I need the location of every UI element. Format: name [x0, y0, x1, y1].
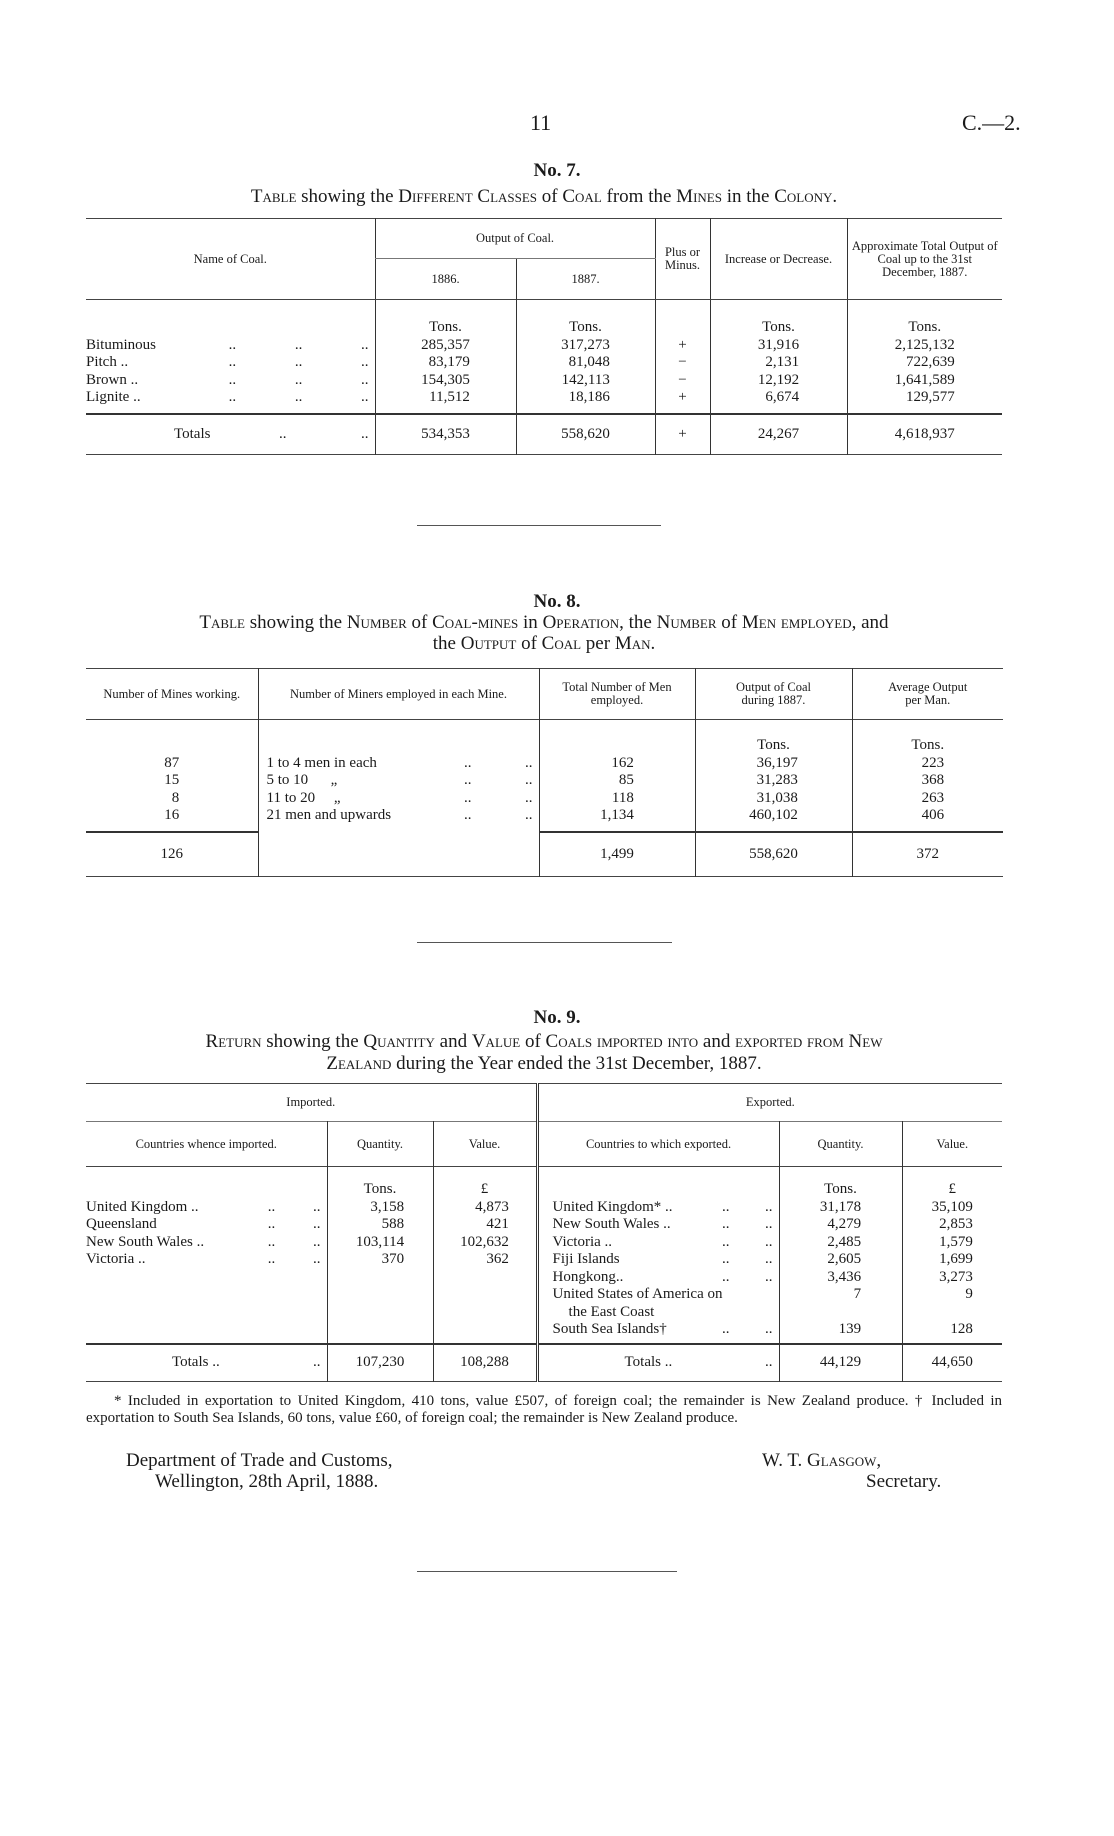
cell-total: 2,125,132 [894, 336, 955, 353]
footnotes: * Included in exportation to United Kingdom, 410 tons, value £507, of foreign coal; the remainder is New Zealand produce. † Included in exportation to South Sea Islands, 60 tons, value £60, of foreign coal; the remainder is New Zealand produce. [86, 1393, 1002, 1426]
dot-leader: .. [722, 1321, 730, 1337]
header-export-quantity: Quantity. [779, 1122, 902, 1167]
row-label: Bituminous [86, 336, 157, 353]
title-segment: Value [471, 1031, 521, 1052]
blank-line [600, 737, 634, 755]
export-country: United States of America on [552, 1286, 723, 1302]
cell-o1886: 154,305 [421, 371, 470, 388]
dot-leader: .. [267, 1198, 276, 1215]
title-segment: Mines [676, 186, 722, 207]
table-8-title-line2 [86, 633, 1002, 654]
row-label: United Kingdom .. [86, 1198, 199, 1215]
title-segment: Operation [542, 612, 620, 633]
cell-o1887: 142,113 [561, 371, 610, 388]
row-label: Pitch .. [86, 354, 129, 370]
cell-sign: + [678, 336, 687, 353]
export-country [553, 1199, 779, 1217]
dot-leader: .. [313, 1216, 321, 1232]
coal-class-name [86, 337, 375, 355]
row-label: Fiji Islands [552, 1251, 620, 1267]
unit-label: Tons. [363, 1181, 397, 1197]
dot-leader: .. [722, 1216, 730, 1232]
dot-leader: .. [525, 772, 533, 788]
cell-quantity: 4,279 [827, 1216, 862, 1232]
table-8-mines-men-output [86, 668, 1003, 877]
table-7-heading: No. 7. [533, 160, 581, 181]
import-totals-label: Totals .. [172, 1354, 220, 1370]
row-label: 11 to 20 „ [266, 789, 341, 806]
import-country [86, 1216, 327, 1234]
cell-o1886: 83,179 [428, 354, 470, 370]
row-label: New South Wales .. [86, 1233, 205, 1250]
total-change: 24,267 [757, 425, 800, 442]
table-7-coal-classes [86, 218, 1002, 455]
cell-quantity: 370 [381, 1251, 405, 1267]
dot-leader: .. [267, 1233, 276, 1250]
blank-line [164, 737, 179, 755]
title-segment: , and [851, 612, 889, 633]
blank-line [267, 737, 539, 755]
export-country [553, 1234, 779, 1252]
row-label: 21 men and upwards [266, 807, 392, 823]
signatory-role: Secretary. [866, 1471, 942, 1492]
row-label: Brown .. [86, 371, 139, 388]
title-segment: Coals imported into [545, 1031, 699, 1052]
miners-range [267, 772, 539, 790]
dot-leader: .. [765, 1268, 773, 1285]
title-segment: Table [250, 186, 297, 207]
header-exported: Exported. [537, 1084, 1002, 1122]
cell-o1887: 317,273 [561, 336, 610, 353]
cell-o1887: 18,186 [568, 389, 610, 405]
dot-leader: .. [228, 354, 237, 370]
cell-output: 31,038 [756, 789, 798, 806]
cell-mines: 8 [171, 789, 180, 806]
section-divider [417, 942, 672, 943]
cell-o1886: 11,512 [429, 389, 470, 405]
table-9-title-line1 [86, 1031, 1002, 1052]
header-export-value: Value. [902, 1122, 1002, 1167]
dot-leader: .. [464, 807, 472, 823]
blank-line [86, 1181, 327, 1199]
title-segment: Output [460, 633, 517, 654]
dot-leader: .. [722, 1251, 730, 1267]
cell-value: 3,273 [939, 1268, 973, 1285]
dot-leader: .. [267, 1216, 276, 1232]
cell-output: 31,283 [756, 772, 798, 788]
cell-sign: − [678, 371, 687, 388]
header-approx-total: Approximate Total Output of Coal up to the 31st December, 1887. [847, 219, 1002, 300]
title-segment: showing the [261, 1031, 364, 1052]
title-segment: during the Year ended the 31st December, 1887. [391, 1053, 762, 1074]
header-miners-per-mine: Number of Miners employed in each Mine. [258, 669, 539, 720]
title-segment: Return [205, 1031, 262, 1052]
cell-quantity: 103,114 [355, 1233, 405, 1250]
total-1887: 558,620 [561, 425, 610, 442]
title-segment: Number [656, 612, 717, 633]
document-reference: C.—2. [962, 110, 1021, 135]
header-average-output: Average Output per Man. [852, 669, 1003, 720]
dot-leader: .. [525, 789, 533, 806]
dot-leader: .. [765, 1321, 773, 1337]
dot-leader: .. [361, 425, 369, 442]
header-import-quantity: Quantity. [327, 1122, 433, 1167]
table-9-title-line2 [86, 1053, 1002, 1074]
miners-range [267, 790, 539, 808]
header-output-1887: Output of Coal during 1887. [695, 669, 852, 720]
title-segment: Table [199, 612, 245, 633]
dot-leader: .. [361, 371, 369, 388]
export-country [553, 1269, 779, 1287]
cell-value: 35,109 [931, 1198, 973, 1215]
blank-line [820, 1304, 861, 1322]
cell-value: 9 [965, 1286, 973, 1302]
row-label: Victoria .. [86, 1251, 146, 1267]
cell-quantity: 7 [853, 1286, 862, 1302]
total-output: 558,620 [749, 845, 798, 862]
title-segment: Men employed [741, 612, 852, 633]
header-plus-minus: Plus or Minus. [655, 219, 710, 300]
title-segment: . [650, 633, 656, 654]
title-segment: of [520, 1031, 546, 1052]
cell-change: 31,916 [757, 336, 800, 353]
cell-mines: 15 [164, 772, 180, 788]
title-segment: in the [721, 186, 775, 207]
cell-value: 362 [486, 1251, 509, 1267]
cell-value: 102,632 [460, 1233, 509, 1250]
total-average: 372 [916, 845, 939, 862]
cell-men: 162 [611, 754, 634, 771]
dot-leader: .. [228, 336, 237, 353]
unit-label: Tons. [429, 319, 462, 335]
dot-leader: .. [313, 1251, 321, 1267]
cell-quantity: 31,178 [819, 1198, 862, 1215]
cell-average: 223 [921, 754, 945, 771]
title-segment: of [516, 633, 542, 654]
cell-quantity: 139 [838, 1321, 862, 1337]
header-import-value: Value. [433, 1122, 537, 1167]
title-segment: Quantity [363, 1031, 435, 1052]
dot-leader: .. [313, 1198, 321, 1215]
total-1886: 534,353 [421, 425, 470, 442]
dot-leader: .. [267, 1251, 276, 1267]
export-country [553, 1251, 779, 1269]
row-label: Queensland [86, 1216, 157, 1232]
row-label: 1 to 4 men in each [266, 754, 377, 771]
cell-value: 128 [950, 1321, 973, 1337]
cell-quantity: 3,436 [827, 1268, 862, 1285]
dot-leader: .. [765, 1233, 773, 1250]
dot-leader: .. [722, 1233, 730, 1250]
header-countries-from: Countries whence imported. [135, 1136, 277, 1151]
title-segment: the [432, 633, 461, 654]
unit-label: Tons. [824, 1181, 857, 1197]
dot-leader: .. [525, 807, 533, 823]
cell-men: 85 [618, 772, 634, 788]
import-country [86, 1199, 327, 1217]
section-divider [417, 1571, 677, 1572]
export-totals-label: Totals .. [624, 1354, 673, 1370]
import-total-quantity: 107,230 [355, 1354, 405, 1370]
dot-leader: .. [228, 389, 237, 405]
cell-change: 2,131 [765, 354, 800, 370]
table-9-imports-exports [86, 1083, 1002, 1382]
title-segment: exported from New [735, 1031, 883, 1052]
blank-line [656, 319, 710, 337]
cell-sign: + [678, 389, 687, 405]
unit-label: Tons. [908, 319, 942, 335]
blank-line [86, 319, 375, 337]
unit-label: Tons. [569, 319, 602, 335]
section-divider [417, 525, 661, 526]
cell-men: 1,134 [600, 807, 634, 823]
cell-output: 460,102 [749, 807, 798, 823]
cell-quantity: 3,158 [370, 1198, 405, 1215]
cell-mines: 16 [164, 807, 180, 823]
title-segment: . [832, 186, 838, 207]
dot-leader: .. [294, 371, 303, 388]
title-segment: , the [619, 612, 657, 633]
place-date-line: Wellington, 28th April, 1888. [155, 1471, 379, 1492]
cell-output: 36,197 [756, 754, 798, 771]
import-total-value: 108,288 [460, 1354, 509, 1370]
signatory-name: W. T. Glasgow, [762, 1450, 882, 1471]
cell-change: 6,674 [765, 389, 800, 405]
cell-total: 722,639 [906, 354, 955, 370]
title-segment: Number [346, 612, 407, 633]
dot-leader: .. [313, 1233, 321, 1250]
header-name-of-coal: Name of Coal. [86, 219, 375, 300]
dot-leader: .. [361, 354, 369, 370]
dot-leader: .. [722, 1268, 730, 1285]
title-segment: showing the [296, 186, 399, 207]
row-label: New South Wales .. [552, 1216, 671, 1232]
department-line: Department of Trade and Customs, [126, 1450, 393, 1471]
title-segment: Colony [774, 186, 833, 207]
header-total-men: Total Number of Men employed. [539, 669, 695, 720]
dot-leader: .. [361, 389, 369, 405]
page-number: 11 [530, 110, 552, 135]
dot-leader: .. [228, 371, 237, 388]
title-segment: Zealand [326, 1053, 392, 1074]
dot-leader: .. [294, 354, 303, 370]
title-segment: per [581, 633, 615, 654]
title-segment: showing the [244, 612, 347, 633]
unit-label: Tons. [762, 319, 795, 335]
total-sign: + [678, 425, 687, 442]
header-1886: 1886. [375, 259, 516, 300]
import-country [86, 1234, 327, 1252]
row-label: Hongkong.. [552, 1268, 624, 1285]
cell-o1887: 81,048 [568, 354, 610, 370]
cell-value: 4,873 [475, 1198, 509, 1215]
import-country [86, 1251, 327, 1269]
export-country [553, 1216, 779, 1234]
miners-range [267, 807, 539, 825]
header-increase-decrease: Increase or Decrease. [710, 219, 847, 300]
dot-leader: .. [765, 1251, 773, 1267]
row-label: 5 to 10 „ [266, 772, 338, 788]
dot-leader: .. [278, 425, 287, 442]
cell-total: 1,641,589 [894, 371, 955, 388]
row-label: United Kingdom* .. [552, 1198, 673, 1215]
blank-line [932, 1304, 973, 1322]
dot-leader: .. [765, 1216, 773, 1232]
dot-leader: .. [765, 1198, 773, 1215]
export-total-quantity: 44,129 [819, 1354, 862, 1370]
blank-line [553, 1181, 779, 1199]
header-1887: 1887. [516, 259, 655, 300]
title-segment: in [518, 612, 543, 633]
coal-class-name [86, 372, 375, 390]
dot-leader: .. [525, 754, 533, 771]
row-label: South Sea Islands† [552, 1321, 667, 1337]
unit-label: £ [948, 1181, 957, 1197]
header-output-of-coal: Output of Coal. [375, 219, 655, 259]
dot-leader: .. [294, 336, 303, 353]
cell-quantity: 2,605 [827, 1251, 862, 1267]
totals-label: Totals [174, 425, 211, 442]
title-segment: Man [614, 633, 651, 654]
dot-leader: .. [464, 772, 472, 788]
title-segment: from the [601, 186, 677, 207]
cell-value: 2,853 [939, 1216, 973, 1232]
cell-sign: − [678, 354, 687, 370]
export-country [553, 1321, 779, 1339]
table-7-title [86, 186, 1002, 207]
row-label: Victoria .. [552, 1233, 613, 1250]
dot-leader: .. [765, 1354, 773, 1370]
total-approx: 4,618,937 [894, 425, 955, 442]
cell-quantity: 588 [381, 1216, 405, 1232]
title-segment: and [698, 1031, 736, 1052]
title-segment: of [406, 612, 433, 633]
cell-average: 263 [921, 789, 945, 806]
table-8-heading: No. 8. [533, 591, 581, 612]
dot-leader: .. [294, 389, 303, 405]
total-mines: 126 [160, 845, 183, 862]
title-segment: Coal-mines [432, 612, 519, 633]
export-country-continued: the East Coast [568, 1303, 655, 1320]
total-men: 1,499 [600, 845, 634, 862]
cell-value: 1,699 [939, 1251, 973, 1267]
header-countries-to: Countries to which exported. [537, 1122, 779, 1167]
table-8-title-line1 [86, 612, 1002, 633]
dot-leader: .. [464, 754, 472, 771]
title-segment: of [537, 186, 563, 207]
cell-value: 421 [486, 1216, 509, 1232]
cell-average: 406 [921, 807, 945, 823]
title-segment: Different Classes [398, 186, 538, 207]
cell-o1886: 285,357 [421, 336, 470, 353]
header-mines-working: Number of Mines working. [103, 686, 241, 701]
title-segment: of [716, 612, 742, 633]
unit-label: £ [480, 1181, 489, 1197]
title-segment: and [434, 1031, 472, 1052]
cell-change: 12,192 [757, 371, 800, 388]
title-segment: Coal [541, 633, 582, 654]
dot-leader: .. [313, 1354, 321, 1370]
table-9-heading: No. 9. [533, 1007, 581, 1028]
export-total-value: 44,650 [931, 1354, 973, 1370]
coal-class-name [86, 389, 375, 407]
cell-men: 118 [611, 789, 634, 806]
row-label: Lignite .. [86, 389, 141, 405]
cell-mines: 87 [164, 754, 180, 771]
unit-label: Tons. [911, 737, 945, 753]
dot-leader: .. [722, 1198, 730, 1215]
cell-total: 129,577 [906, 389, 955, 405]
cell-quantity: 2,485 [827, 1233, 862, 1250]
title-segment: Coal [562, 186, 602, 207]
unit-label: Tons. [757, 737, 790, 753]
coal-class-name [86, 354, 375, 372]
dot-leader: .. [361, 336, 369, 353]
header-imported: Imported. [286, 1095, 336, 1109]
cell-value: 1,579 [939, 1233, 973, 1250]
dot-leader: .. [464, 789, 472, 806]
cell-average: 368 [921, 772, 945, 788]
miners-range [267, 755, 539, 773]
